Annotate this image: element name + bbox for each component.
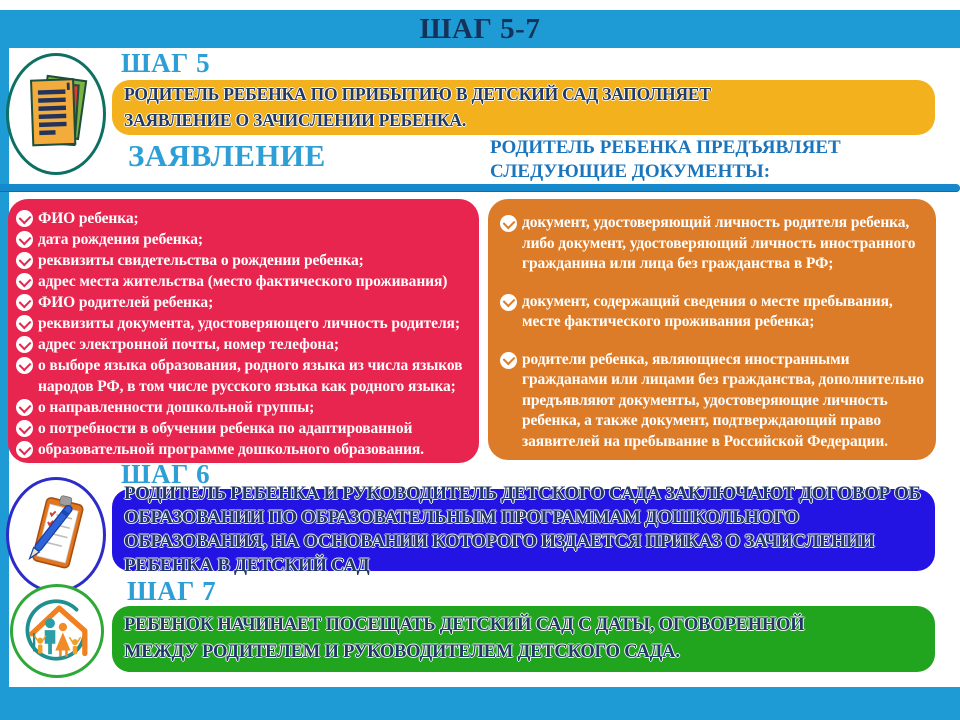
chevron-down-circle-icon xyxy=(16,315,33,332)
list-item-text: о выборе языка образования, родного языка из числа языков народов РФ, в том числе русского языка как родного языка; xyxy=(38,357,463,395)
list-item xyxy=(16,208,471,229)
chevron-down-circle-icon xyxy=(500,215,517,232)
chevron-down-circle-icon xyxy=(16,273,33,290)
documents-items-panel xyxy=(488,199,936,460)
family-house-icon xyxy=(10,584,104,678)
list-item-text: ФИО ребенка; xyxy=(38,210,139,227)
step5-heading: ШАГ 5 xyxy=(121,48,211,78)
list-item-text: документ, содержащий сведения о месте пребывания, месте фактического проживания ребенка; xyxy=(522,292,893,330)
step7-banner-text: РЕБЕНОК НАЧИНАЕТ ПОСЕЩАТЬ ДЕТСКИЙ САД С ДАТЫ, ОГОВОРЕННОЙ МЕЖДУ РОДИТЕЛЕМ И РУКОВОДИТЕЛЕМ ДЕТСКОГО САДА. xyxy=(124,615,805,662)
header-band xyxy=(0,10,960,48)
step7-heading: ШАГ 7 xyxy=(127,576,217,606)
list-item xyxy=(16,355,471,397)
list-item-text: реквизиты документа, удостоверяющего личность родителя; xyxy=(38,315,460,332)
chevron-down-circle-icon xyxy=(16,252,33,269)
step6-heading: ШАГ 6 xyxy=(121,459,211,489)
page-title: ШАГ 5-7 xyxy=(419,12,541,45)
list-item-text: родители ребенка, являющиеся иностранными гражданами или лицами без гражданства, дополнительно предъявляют документы, удостоверяющие личность ребенка, а также документ, подтверждающий право заявителей на пребывание в Российской Федерации. xyxy=(522,350,924,450)
list-item xyxy=(500,350,924,453)
step6-banner xyxy=(112,482,935,577)
list-item xyxy=(16,250,471,271)
documents-heading-line1: РОДИТЕЛЬ РЕБЕНКА ПРЕДЪЯВЛЯЕТ xyxy=(490,137,841,158)
documents-heading-line2: СЛЕДУЮЩИЕ ДОКУМЕНТЫ: xyxy=(490,160,771,182)
list-item xyxy=(16,271,471,292)
chevron-down-circle-icon xyxy=(500,352,517,369)
chevron-down-circle-icon xyxy=(16,294,33,311)
chevron-down-circle-icon xyxy=(16,441,33,458)
chevron-down-circle-icon xyxy=(16,336,33,353)
list-item xyxy=(16,397,471,418)
stacked-documents-icon xyxy=(6,53,106,175)
documents-heading xyxy=(490,136,841,184)
chevron-down-circle-icon xyxy=(500,294,517,311)
chevron-down-circle-icon xyxy=(16,210,33,227)
step5-banner xyxy=(112,80,935,135)
list-item xyxy=(16,313,471,334)
list-item-text: ФИО родителей ребенка; xyxy=(38,294,214,311)
list-item xyxy=(16,292,471,313)
footer-band xyxy=(0,687,960,720)
list-item-text: о потребности в обучении ребенка по адаптированной xyxy=(38,420,413,437)
chevron-down-circle-icon xyxy=(16,357,33,374)
list-item-text: дата рождения ребенка; xyxy=(38,231,203,248)
step6-banner-text: РОДИТЕЛЬ РЕБЕНКА И РУКОВОДИТЕЛЬ ДЕТСКОГО САДА ЗАКЛЮЧАЮТ ДОГОВОР ОБ ОБРАЗОВАНИИ ПО ОБРАЗОВАТЕЛЬНЫМ ПРОГРАММАМ ДОШКОЛЬНОГО ОБРАЗОВАНИЯ, НА ОСНОВАНИИ КОТОРОГО ИЗДАЕТСЯ ПРИКАЗ О ЗАЧИСЛЕНИИ РЕБЕНКА В ДЕТСКИЙ САД xyxy=(124,482,921,577)
list-item-text: адрес электронной почты, номер телефона; xyxy=(38,336,339,353)
clipboard-pen-icon xyxy=(6,477,106,593)
list-item xyxy=(16,439,471,460)
list-item-text: документ, удостоверяющий личность родителя ребенка, либо документ, удостоверяющий личность иностранного гражданина или лица без гражданства в РФ; xyxy=(522,214,916,272)
list-item xyxy=(500,292,924,333)
divider-line xyxy=(0,184,960,192)
list-item xyxy=(16,418,471,439)
list-item xyxy=(16,334,471,355)
list-item xyxy=(500,213,924,275)
chevron-down-circle-icon xyxy=(16,231,33,248)
list-item-text: реквизиты свидетельства о рождении ребенка; xyxy=(38,252,364,269)
chevron-down-circle-icon xyxy=(16,399,33,416)
application-heading: ЗАЯВЛЕНИЕ xyxy=(128,138,326,173)
list-item-text: о направленности дошкольной группы; xyxy=(38,399,315,416)
step5-banner-text: РОДИТЕЛЬ РЕБЕНКА ПО ПРИБЫТИЮ В ДЕТСКИЙ САД ЗАПОЛНЯЕТ ЗАЯВЛЕНИЕ О ЗАЧИСЛЕНИИ РЕБЕНКА. xyxy=(124,84,711,130)
chevron-down-circle-icon xyxy=(16,420,33,437)
list-item-text: адрес места жительства (место фактического проживания) xyxy=(38,273,448,290)
application-items-panel xyxy=(8,199,479,463)
step7-banner xyxy=(112,606,935,672)
list-item xyxy=(16,229,471,250)
list-item-text: образовательной программе дошкольного образования. xyxy=(38,441,424,458)
